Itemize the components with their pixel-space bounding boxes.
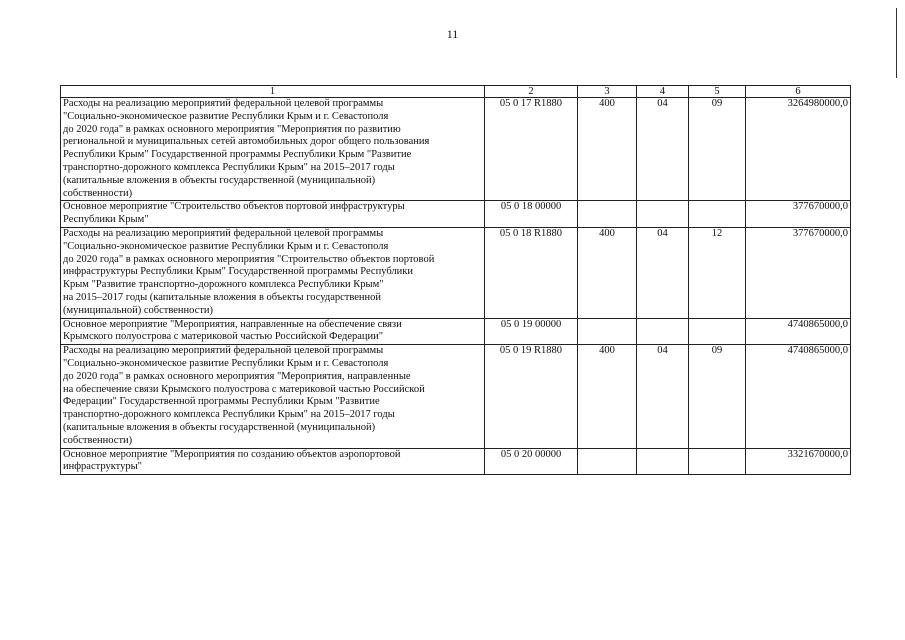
row-amount: 4740865000,0 bbox=[746, 345, 851, 448]
row-rz bbox=[637, 318, 689, 345]
budget-table bbox=[60, 85, 851, 475]
row-code: 05 0 19 R1880 bbox=[485, 345, 578, 448]
row-rz: 04 bbox=[637, 345, 689, 448]
table-row bbox=[61, 318, 851, 345]
row-vr bbox=[578, 448, 637, 475]
row-pr: 09 bbox=[689, 345, 746, 448]
table-header-row bbox=[61, 86, 851, 98]
header-cell: 2 bbox=[485, 86, 578, 98]
row-code: 05 0 18 R1880 bbox=[485, 227, 578, 318]
header-cell: 6 bbox=[746, 86, 851, 98]
row-code: 05 0 20 00000 bbox=[485, 448, 578, 475]
header-cell: 1 bbox=[61, 86, 485, 98]
row-pr: 09 bbox=[689, 98, 746, 201]
row-amount: 4740865000,0 bbox=[746, 318, 851, 345]
page-edge-line bbox=[896, 8, 897, 78]
row-amount: 3321670000,0 bbox=[746, 448, 851, 475]
row-name: Основное мероприятие "Мероприятия, направленные на обеспечение связи Крымского полуострова с материковой частью Российской Федерации" bbox=[61, 318, 485, 345]
row-vr: 400 bbox=[578, 345, 637, 448]
table-row bbox=[61, 98, 851, 201]
header-cell: 3 bbox=[578, 86, 637, 98]
row-amount: 377670000,0 bbox=[746, 201, 851, 228]
table-row bbox=[61, 227, 851, 318]
row-code: 05 0 18 00000 bbox=[485, 201, 578, 228]
row-pr bbox=[689, 201, 746, 228]
row-code: 05 0 19 00000 bbox=[485, 318, 578, 345]
table-row bbox=[61, 448, 851, 475]
row-name: Расходы на реализацию мероприятий федеральной целевой программы "Социально-экономическое развитие Республики Крым и г. Севастополя до 2020 года" в рамках основного мероприятия "Строительство объектов портовой инфраструктуры Республики Крым" Государственной программы Республики Крым "Развитие транспортно-дорожного комплекса Республики Крым" на 2015–2017 годы (капитальные вложения в объекты государственной (муниципальной) собственности) bbox=[61, 227, 485, 318]
row-vr bbox=[578, 318, 637, 345]
row-name: Основное мероприятие "Строительство объектов портовой инфраструктуры Республики Крым" bbox=[61, 201, 485, 228]
header-cell: 5 bbox=[689, 86, 746, 98]
row-rz: 04 bbox=[637, 98, 689, 201]
row-pr bbox=[689, 318, 746, 345]
row-vr: 400 bbox=[578, 227, 637, 318]
row-pr: 12 bbox=[689, 227, 746, 318]
row-pr bbox=[689, 448, 746, 475]
row-amount: 3264980000,0 bbox=[746, 98, 851, 201]
page-number: 11 bbox=[446, 27, 459, 41]
header-cell: 4 bbox=[637, 86, 689, 98]
row-code: 05 0 17 R1880 bbox=[485, 98, 578, 201]
table-row bbox=[61, 345, 851, 448]
row-rz bbox=[637, 201, 689, 228]
row-rz: 04 bbox=[637, 227, 689, 318]
row-vr: 400 bbox=[578, 98, 637, 201]
row-rz bbox=[637, 448, 689, 475]
row-amount: 377670000,0 bbox=[746, 227, 851, 318]
row-name: Расходы на реализацию мероприятий федеральной целевой программы "Социально-экономическое развитие Республики Крым и г. Севастополя до 2020 года" в рамках основного мероприятия "Мероприятия по развитию региональной и муниципальных сетей автомобильных дорог общего пользования Республики Крым" Государственной программы Республики Крым "Развитие транспортно-дорожного комплекса Республики Крым" на 2015–2017 годы (капитальные вложения в объекты государственной (муниципальной) собственности) bbox=[61, 98, 485, 201]
row-name: Расходы на реализацию мероприятий федеральной целевой программы "Социально-экономическое развитие Республики Крым и г. Севастополя до 2020 года" в рамках основного мероприятия "Мероприятия, направленные на обеспечение связи Крымского полуострова с материковой частью Российской Федерации" Государственной программы Республики Крым "Развитие транспортно-дорожного комплекса Республики Крым" на 2015–2017 годы (капитальные вложения в объекты государственной (муниципальной) собственности) bbox=[61, 345, 485, 448]
row-name: Основное мероприятие "Мероприятия по созданию объектов аэропортовой инфраструктуры" bbox=[61, 448, 485, 475]
table-row bbox=[61, 201, 851, 228]
row-vr bbox=[578, 201, 637, 228]
